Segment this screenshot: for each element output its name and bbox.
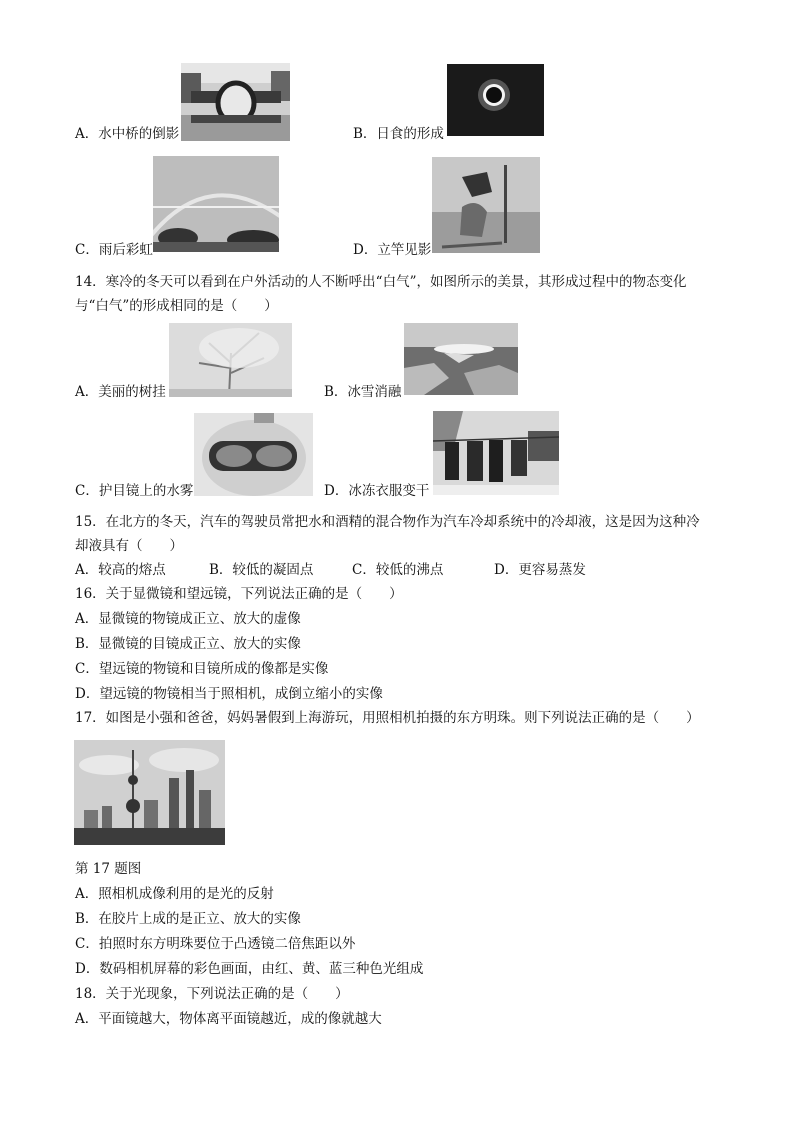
q16-option-b: B．显微镜的目镜成正立、放大的实像 [75,636,301,652]
q14-stem-line1: 14．寒冷的冬天可以看到在户外活动的人不断呼出“白气”，如图所示的美景，其形成过程中的物态变化 [75,274,687,290]
q16-option-a: A．显微镜的物镜成正立、放大的虚像 [75,611,301,627]
frozen-clothes-photo [433,411,559,495]
q17-stem: 17．如图是小强和爸爸，妈妈暑假到上海游玩，用照相机拍摄的东方明珠。则下列说法正确的是（ ） [75,710,700,726]
q14-option-c: C．护目镜上的水雾 [75,483,194,499]
oriental-pearl-tower-photo [74,740,225,845]
q17-option-a: A．照相机成像利用的是光的反射 [75,886,274,902]
q13-option-b: B．日食的形成 [353,126,444,142]
q15-option-a: A．较高的熔点 [75,562,166,578]
q16-option-c: C．望远镜的物镜和目镜所成的像都是实像 [75,661,329,677]
pole-shadow-photo [432,157,540,253]
q17-caption: 第 17 题图 [75,861,142,877]
q14-option-d: D．冰冻衣服变干 [324,483,430,499]
q15-stem-line2: 却液具有（ ） [75,538,183,554]
q18-option-a: A．平面镜越大，物体离平面镜越近，成的像就越大 [75,1011,382,1027]
q15-option-d: D．更容易蒸发 [494,562,586,578]
q13-option-c: C．雨后彩虹 [75,242,153,258]
melting-ice-photo [404,323,518,395]
q18-stem: 18．关于光现象，下列说法正确的是（ ） [75,986,349,1002]
q16-option-d: D．望远镜的物镜相当于照相机，成倒立缩小的实像 [75,686,383,702]
q14-option-a: A．美丽的树挂 [75,384,166,400]
q15-option-b: B．较低的凝固点 [209,562,314,578]
q14-option-b: B．冰雪消融 [324,384,402,400]
q17-option-b: B．在胶片上成的是正立、放大的实像 [75,911,301,927]
q15-option-c: C．较低的沸点 [352,562,444,578]
rainbow-photo [153,156,279,252]
rime-tree-photo [169,323,292,397]
q14-stem-line2: 与“白气”的形成相同的是（ ） [75,298,278,314]
q13-option-a: A．水中桥的倒影 [75,126,180,142]
solar-eclipse-photo [447,64,544,136]
q16-stem: 16．关于显微镜和望远镜，下列说法正确的是（ ） [75,586,403,602]
q17-option-c: C．拍照时东方明珠要位于凸透镜二倍焦距以外 [75,936,356,952]
bridge-reflection-photo [181,63,290,141]
goggle-fog-photo [194,413,313,496]
q17-option-d: D．数码相机屏幕的彩色画面，由红、黄、蓝三种色光组成 [75,961,424,977]
q13-option-d: D．立竿见影 [353,242,432,258]
q15-stem-line1: 15．在北方的冬天，汽车的驾驶员常把水和酒精的混合物作为汽车冷却系统中的冷却液，这是因为这种冷 [75,514,700,530]
